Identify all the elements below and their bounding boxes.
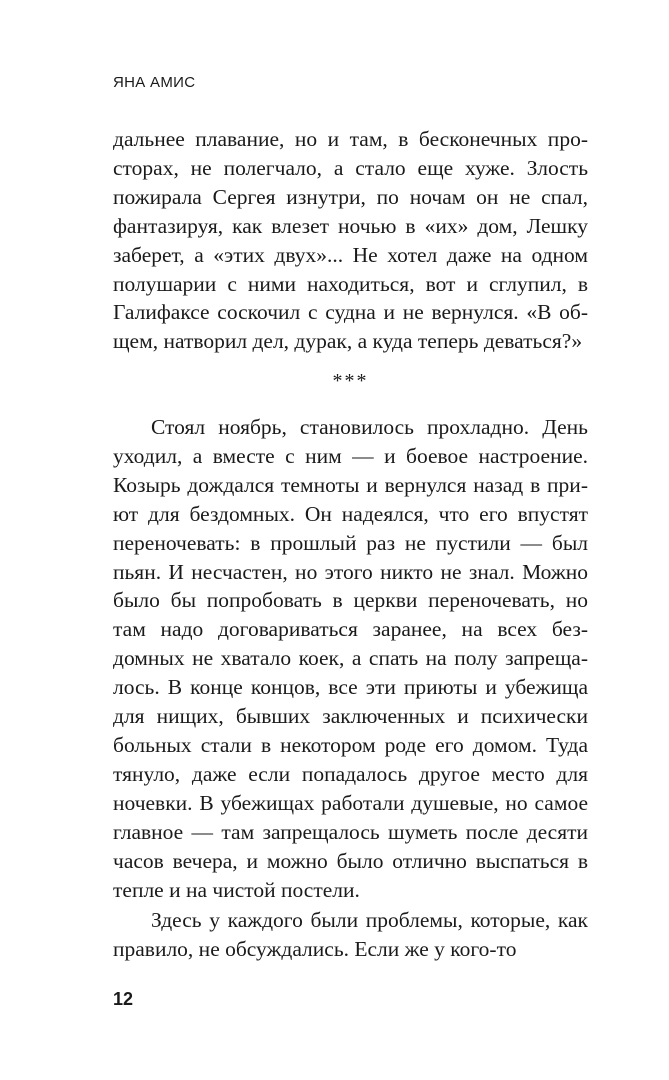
scene-break-asterisks: *** <box>332 370 369 392</box>
paragraph-continued: дальнее плавание, но и там, в бесконечных просторах, не полегчало, а стало еще хуже. Злость пожирала Сергея изнутри, по ночам он не спал, фантазируя, как влезет ночью в «их» дом, Лешку заберет, а «этих двух»... Не хотел даже на одном полушарии с ними находиться, вот и сглупил, в Галифаксе соскочил с судна и не вернулся. «В общем, натворил дел, дурак, а куда теперь деваться?» <box>113 127 588 354</box>
page-number: 12 <box>113 989 134 1009</box>
paragraph-november: Стоял ноябрь, становилось прохладно. День уходил, а вместе с ним — и боевое настроение. Козырь дождался темноты и вернулся назад в приют для бездомных. Он надеялся, что его впустят переночевать: в прошлый раз не пустили — был пьян. И несчастен, но этого никто не знал. Можно было бы попробовать в церкви переночевать, но там надо договариваться заранее, на всех бездомных не хватало коек, а спать на полу запрещалось. В конце концов, все эти приюты и убежища для нищих, бывших заключенных и психически больных стали в некотором роде его домом. Туда тянуло, даже если попадалось другое место для ночевки. В убежищах работали душевые, но самое главное — там запрещалось шуметь после десяти часов вечера, и можно было отлично выспаться в тепле и на чистой постели. <box>113 415 588 902</box>
body-text-final <box>113 906 588 964</box>
body-text-section <box>113 413 588 904</box>
paragraph-problems: Здесь у каждого были проблемы, которые, как правило, не обсуждались. Если же у кого-то <box>113 908 588 961</box>
body-text-continuation <box>113 125 588 356</box>
running-head-author: ЯНА АМИС <box>113 74 196 91</box>
